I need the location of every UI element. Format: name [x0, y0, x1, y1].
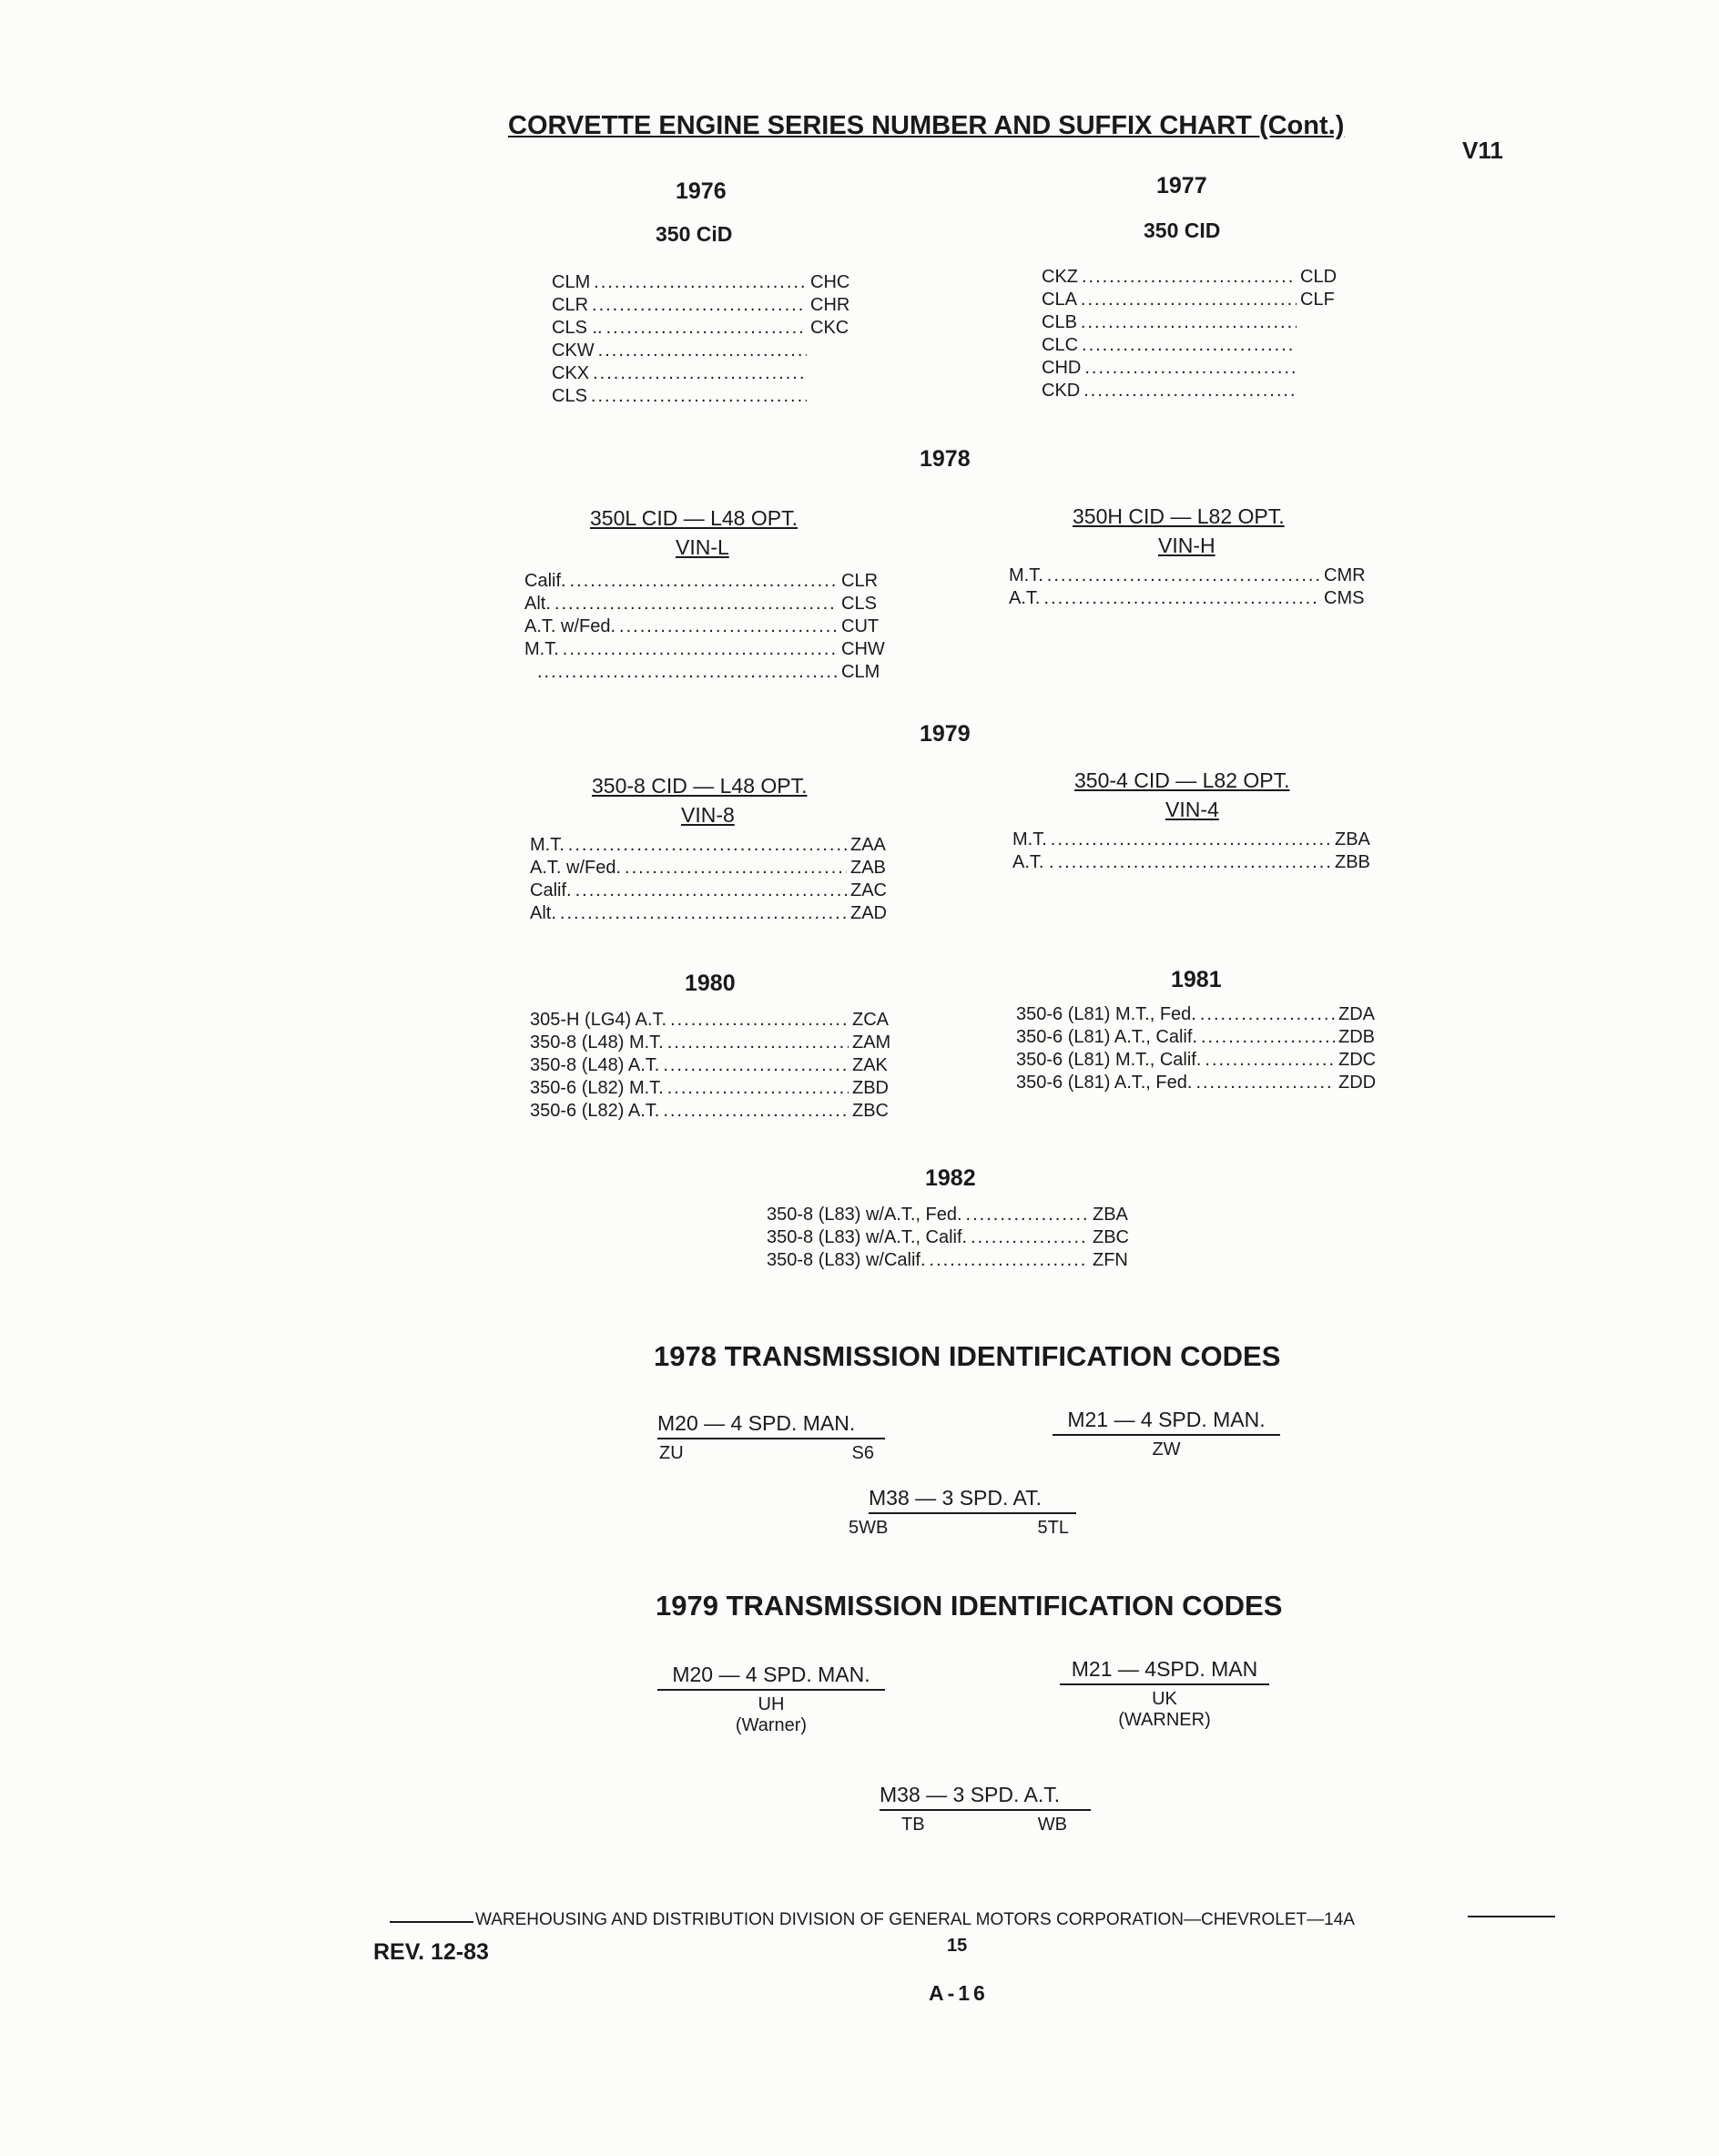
leader-dots — [591, 385, 807, 408]
trans-code: UH — [758, 1694, 785, 1714]
leader-dots — [971, 1226, 1089, 1249]
leader-dots — [1201, 1026, 1335, 1049]
table-row — [767, 1226, 1134, 1249]
table-row — [767, 1204, 1134, 1226]
year-1980-heading: 1980 — [685, 971, 736, 996]
table-row — [1042, 266, 1342, 289]
leader-dots — [1047, 564, 1320, 587]
table-row — [552, 271, 856, 294]
trans-code: ZU — [659, 1443, 684, 1463]
row-label: 350-8 (L83) w/Calif. — [767, 1250, 926, 1270]
leader-dots — [1081, 311, 1297, 334]
row-code: CLD — [1300, 267, 1338, 287]
table-row — [530, 1077, 896, 1100]
row-label: 350-8 (L83) w/A.T., Fed. — [767, 1205, 962, 1225]
table-row — [1042, 311, 1342, 334]
table-row — [552, 385, 856, 408]
table-row — [1012, 851, 1377, 874]
leader-dots — [670, 1009, 849, 1032]
table-row — [1016, 1049, 1382, 1072]
engine-header-1979-l48: 350-8 CID — L48 OPT. — [592, 774, 808, 798]
leader-dots — [1205, 1049, 1335, 1072]
table-1981 — [1016, 1003, 1382, 1094]
row-code: ZDB — [1338, 1027, 1375, 1047]
table-row — [524, 638, 889, 661]
leader-dots — [1083, 380, 1297, 402]
trans-header: M20 — 4 SPD. MAN. — [657, 1411, 885, 1439]
row-label: Alt. — [524, 594, 551, 614]
row-code: ZBD — [852, 1078, 889, 1098]
table-row — [1042, 334, 1342, 357]
leader-dots — [663, 1054, 849, 1077]
row-code: ZAM — [852, 1032, 891, 1053]
row-code: ZBB — [1335, 852, 1370, 872]
table-row — [552, 317, 856, 340]
row-label: Calif. — [524, 571, 566, 591]
table-1978-l48 — [524, 570, 889, 684]
table-row — [524, 593, 889, 615]
leader-dots — [1043, 587, 1320, 610]
row-code: CHR — [810, 295, 850, 315]
leader-dots — [1084, 357, 1297, 380]
section-title-trans-1978: 1978 TRANSMISSION IDENTIFICATION CODES — [654, 1340, 1281, 1372]
leader-dots — [560, 902, 847, 925]
table-row — [524, 661, 889, 684]
table-1980 — [530, 1009, 896, 1123]
row-code: ZBC — [852, 1101, 889, 1121]
trans-1979-m20 — [657, 1663, 885, 1736]
table-row — [524, 570, 889, 593]
row-label: CKD — [1042, 381, 1081, 401]
row-code: ZDD — [1338, 1073, 1377, 1093]
row-code: ZBA — [1093, 1205, 1128, 1225]
year-1977-heading: 1977 — [1156, 173, 1207, 198]
footer-rule-left — [390, 1921, 473, 1923]
section-title-trans-1979: 1979 TRANSMISSION IDENTIFICATION CODES — [656, 1590, 1283, 1622]
row-code: ZBA — [1335, 829, 1370, 849]
page-reference: A-16 — [929, 1981, 989, 2005]
vin-1979-4: VIN-4 — [1165, 798, 1219, 821]
page-number: 15 — [947, 1936, 968, 1956]
table-row — [552, 362, 856, 385]
table-row — [767, 1249, 1134, 1272]
row-label: CLS .. — [552, 318, 603, 338]
table-row — [552, 294, 856, 317]
trans-1979-m38 — [880, 1783, 1091, 1836]
trans-1978-m38 — [849, 1486, 1076, 1539]
row-label: CLM — [552, 272, 591, 292]
row-label: A.T. . — [1012, 852, 1054, 872]
row-label: CLA — [1042, 290, 1077, 310]
leader-dots — [568, 834, 847, 857]
trans-code: 5WB — [849, 1518, 889, 1538]
leader-dots — [537, 661, 838, 684]
trans-note: (WARNER) — [1118, 1710, 1211, 1730]
row-code: ZDC — [1338, 1050, 1377, 1070]
trans-code: S6 — [851, 1443, 874, 1463]
row-label: CLC — [1042, 335, 1079, 355]
cid-1976: 350 CiD — [656, 222, 733, 246]
row-label: 350-6 (L81) A.T., Calif. — [1016, 1027, 1197, 1047]
leader-dots — [667, 1032, 849, 1054]
row-code: CLR — [841, 571, 879, 591]
revision-date: REV. 12-83 — [373, 1939, 489, 1965]
table-row — [1016, 1072, 1382, 1094]
leader-dots — [593, 362, 807, 385]
vin-1979-8: VIN-8 — [681, 803, 735, 827]
table-row — [1009, 587, 1373, 610]
row-label: M.T. — [1012, 829, 1047, 849]
cid-1977: 350 CID — [1144, 219, 1221, 242]
engine-header-1978-l82: 350H CID — L82 OPT. — [1073, 504, 1285, 528]
row-code: CKC — [810, 318, 849, 338]
table-row — [1042, 357, 1342, 380]
row-code: CLF — [1300, 290, 1335, 310]
row-label: A.T. — [1009, 588, 1041, 608]
table-row — [530, 834, 894, 857]
row-label: A.T. w/Fed. — [530, 858, 622, 878]
table-row — [1042, 289, 1342, 311]
page-code: V11 — [1462, 137, 1503, 164]
leader-dots — [1081, 289, 1297, 311]
table-row — [530, 902, 894, 925]
table-row — [530, 1009, 896, 1032]
year-1982-heading: 1982 — [925, 1165, 976, 1191]
table-row — [530, 857, 894, 880]
table-row — [1016, 1026, 1382, 1049]
leader-dots — [1082, 266, 1297, 289]
row-code: ZAD — [850, 903, 887, 923]
leader-dots — [598, 340, 807, 362]
row-label: CLS — [552, 386, 587, 406]
row-label: 350-6 (L81) A.T., Fed. — [1016, 1073, 1193, 1093]
table-row — [1042, 380, 1342, 402]
row-label: CKZ — [1042, 267, 1078, 287]
leader-dots — [663, 1100, 849, 1123]
row-label: CKX — [552, 363, 590, 383]
trans-header: M21 — 4 SPD. MAN. — [1053, 1408, 1280, 1436]
row-label: 350-6 (L82) A.T. — [530, 1101, 660, 1121]
table-row — [1016, 1003, 1382, 1026]
row-label: M.T. — [530, 835, 565, 855]
row-label: M.T. — [524, 639, 559, 659]
row-label: 350-8 (L83) w/A.T., Calif. — [767, 1227, 968, 1247]
vin-1978-h: VIN-H — [1158, 534, 1216, 557]
row-label: 350-6 (L82) M.T. — [530, 1078, 664, 1098]
table-row — [530, 1032, 896, 1054]
trans-code: ZW — [1152, 1439, 1181, 1459]
trans-header: M38 — 3 SPD. AT. — [869, 1486, 1076, 1514]
table-1982 — [767, 1204, 1134, 1272]
table-1979-l82 — [1012, 829, 1377, 874]
leader-dots — [966, 1204, 1089, 1226]
table-row — [530, 1100, 896, 1123]
trans-note: (Warner) — [735, 1715, 808, 1735]
trans-code: 5TL — [1037, 1518, 1069, 1538]
row-code: ZBC — [1093, 1227, 1129, 1247]
row-label: Calif. — [530, 880, 572, 900]
row-code: ZAC — [850, 880, 887, 900]
year-1979-heading: 1979 — [920, 721, 971, 747]
trans-header: M38 — 3 SPD. A.T. — [880, 1783, 1091, 1811]
row-label: 350-6 (L81) M.T., Calif. — [1016, 1050, 1202, 1070]
row-label: Alt. — [530, 903, 556, 923]
row-label: 305-H (LG4) A.T. — [530, 1010, 667, 1030]
table-1976 — [552, 271, 856, 408]
row-code: ZDA — [1338, 1004, 1375, 1024]
row-label: 350-8 (L48) M.T. — [530, 1032, 664, 1053]
leader-dots — [667, 1077, 849, 1100]
table-row — [552, 340, 856, 362]
row-code: CHC — [810, 272, 850, 292]
trans-header: M20 — 4 SPD. MAN. — [657, 1663, 885, 1691]
row-code: CLM — [841, 662, 880, 682]
leader-dots — [1195, 1072, 1335, 1094]
table-1979-l48 — [530, 834, 894, 925]
trans-code: TB — [901, 1815, 925, 1835]
row-label: CHD — [1042, 358, 1082, 378]
leader-dots — [554, 593, 838, 615]
row-label: CKW — [552, 341, 595, 361]
leader-dots — [619, 615, 838, 638]
table-row — [530, 1054, 896, 1077]
table-1977 — [1042, 266, 1342, 402]
leader-dots — [1200, 1003, 1335, 1026]
trans-1978-m20 — [657, 1411, 885, 1464]
trans-header: M21 — 4SPD. MAN — [1060, 1657, 1269, 1685]
row-label: A.T. w/Fed. — [524, 616, 616, 636]
row-code: ZAK — [852, 1055, 888, 1075]
row-label: 350-6 (L81) M.T., Fed. — [1016, 1004, 1196, 1024]
leader-dots — [606, 317, 807, 340]
table-row — [524, 615, 889, 638]
leader-dots — [575, 880, 847, 902]
row-code: CHW — [841, 639, 885, 659]
row-code: ZAB — [850, 858, 886, 878]
leader-dots — [1082, 334, 1297, 357]
leader-dots — [1051, 829, 1331, 851]
table-row — [1012, 829, 1377, 851]
trans-code: WB — [1037, 1815, 1067, 1835]
leader-dots — [625, 857, 847, 880]
leader-dots — [1058, 851, 1331, 874]
vin-1978-l: VIN-L — [676, 535, 729, 559]
trans-1979-m21 — [1060, 1657, 1269, 1731]
leader-dots — [563, 638, 838, 661]
row-code: CLS — [841, 594, 877, 614]
table-1978-l82 — [1009, 564, 1373, 610]
table-row — [1009, 564, 1373, 587]
row-label: 350-8 (L48) A.T. — [530, 1055, 660, 1075]
page-title: CORVETTE ENGINE SERIES NUMBER AND SUFFIX CHART (Cont.) — [508, 111, 1345, 140]
engine-header-1978-l48: 350L CID — L48 OPT. — [590, 506, 798, 530]
leader-dots — [594, 271, 807, 294]
row-label: CLB — [1042, 312, 1077, 332]
table-row — [530, 880, 894, 902]
trans-code: UK — [1152, 1689, 1177, 1709]
year-1978-heading: 1978 — [920, 446, 971, 472]
year-1981-heading: 1981 — [1171, 967, 1222, 992]
leader-dots — [592, 294, 807, 317]
row-code: CMR — [1324, 565, 1366, 585]
engine-header-1979-l82: 350-4 CID — L82 OPT. — [1074, 768, 1290, 792]
leader-dots — [570, 570, 838, 593]
footer-division: WAREHOUSING AND DISTRIBUTION DIVISION OF GENERAL MOTORS CORPORATION—CHEVROLET—14A — [475, 1910, 1355, 1929]
row-code: ZCA — [852, 1010, 889, 1030]
row-code: ZAA — [850, 835, 886, 855]
row-code: CMS — [1324, 588, 1365, 608]
row-code: CUT — [841, 616, 880, 636]
row-label: CLR — [552, 295, 589, 315]
row-label: M.T. — [1009, 565, 1043, 585]
year-1976-heading: 1976 — [676, 178, 727, 204]
leader-dots — [930, 1249, 1089, 1272]
trans-1978-m21 — [1053, 1408, 1280, 1460]
row-code: ZFN — [1093, 1250, 1128, 1270]
footer-rule-right — [1468, 1916, 1555, 1917]
